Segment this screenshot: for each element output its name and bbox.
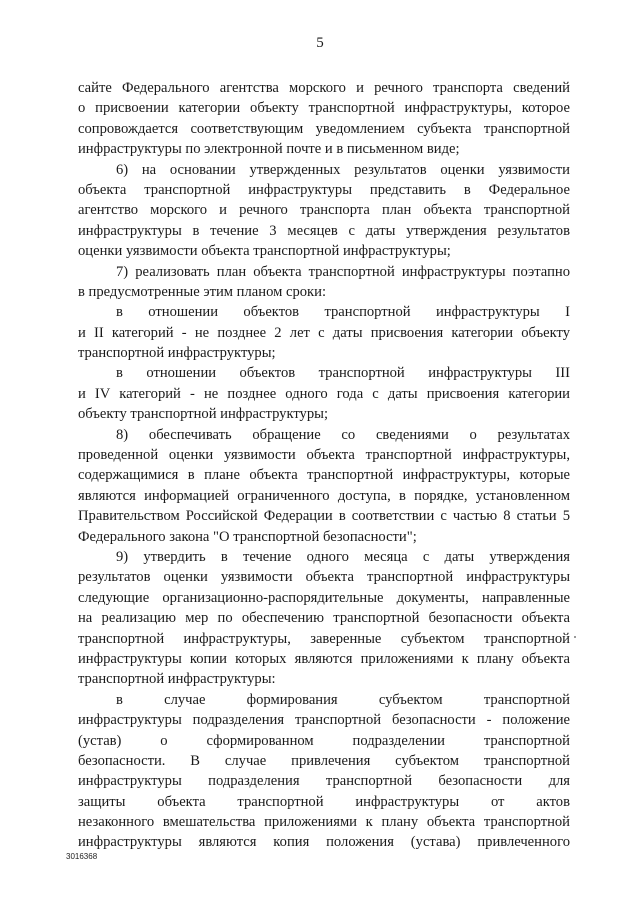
text-line: транспортной инфраструктуры, заверенные субъектом транспортной: [78, 630, 570, 647]
text-line: инфраструктуры подразделения транспортной безопасности для: [78, 773, 570, 790]
text-line: инфраструктуры копии которых являются приложениями к плану объекта: [78, 650, 570, 667]
text-line: объекту транспортной инфраструктуры;: [78, 406, 329, 423]
text-line: (устав) о сформированном подразделении транспортной: [78, 732, 570, 749]
text-line: агентство морского и речного транспорта план объекта транспортной: [78, 202, 570, 219]
text-line: следующие организационно-распорядительные документы, направленные: [78, 589, 570, 606]
text-line: 6) на основании утвержденных результатов оценки уязвимости: [116, 161, 570, 178]
text-line: инфраструктуры в течение 3 месяцев с даты утверждения результатов: [78, 222, 570, 239]
text-line: являются информацией ограниченного доступа, в порядке, установленном: [78, 487, 570, 504]
text-line: в отношении объектов транспортной инфраструктуры I: [116, 304, 570, 321]
scan-speck: [574, 636, 576, 638]
text-line: транспортной инфраструктуры;: [78, 345, 276, 362]
text-line: в отношении объектов транспортной инфраструктуры III: [116, 365, 570, 382]
text-line: 8) обеспечивать обращение со сведениями о результатах: [116, 426, 570, 443]
text-line: в случае формирования субъектом транспортной: [116, 691, 570, 708]
text-line: проведенной оценки уязвимости объекта транспортной инфраструктуры,: [78, 447, 570, 464]
text-line: сайте Федерального агентства морского и речного транспорта сведений: [78, 80, 570, 96]
text-line: и II категорий - не позднее 2 лет с даты присвоения категории объекту: [78, 324, 570, 341]
text-line: о присвоении категории объекту транспортной инфраструктуры, которое: [78, 100, 570, 117]
body-text: [78, 78, 570, 853]
text-line: результатов оценки уязвимости объекта транспортной инфраструктуры: [78, 569, 570, 586]
text-line: объекта транспортной инфраструктуры представить в Федеральное: [78, 181, 570, 198]
text-line: Правительством Российской Федерации в соответствии с частью 8 статьи 5: [78, 508, 570, 525]
text-line: инфраструктуры подразделения транспортной безопасности - положение: [78, 712, 570, 729]
text-line: инфраструктуры являются копия положения (устава) привлеченного: [78, 834, 570, 851]
text-line: незаконного вмешательства приложениями к плану объекта транспортной: [78, 814, 570, 831]
text-line: 7) реализовать план объекта транспортной инфраструктуры поэтапно: [116, 263, 570, 280]
text-line: содержащимися в плане объекта транспортной инфраструктуры, которые: [78, 467, 570, 484]
text-line: защиты объекта транспортной инфраструктуры от актов: [78, 793, 570, 810]
footer-document-code: 3016368: [66, 852, 98, 861]
text-line: безопасности. В случае привлечения субъектом транспортной: [78, 752, 570, 769]
text-line: 9) утвердить в течение одного месяца с даты утверждения: [116, 548, 570, 565]
text-line: сопровождается соответствующим уведомлением субъекта транспортной: [78, 120, 570, 137]
text-line: Федерального закона "О транспортной безопасности";: [78, 528, 417, 545]
text-line: транспортной инфраструктуры:: [78, 671, 276, 688]
text-line: инфраструктуры по электронной почте и в письменном виде;: [78, 141, 460, 158]
text-line: и IV категорий - не позднее одного года с даты присвоения категории: [78, 385, 570, 402]
text-line: в предусмотренные этим планом сроки:: [78, 283, 326, 300]
text-line: оценки уязвимости объекта транспортной инфраструктуры;: [78, 243, 451, 260]
text-line: на реализацию мер по обеспечению транспортной безопасности объекта: [78, 610, 570, 627]
page-number: 5: [316, 35, 324, 51]
